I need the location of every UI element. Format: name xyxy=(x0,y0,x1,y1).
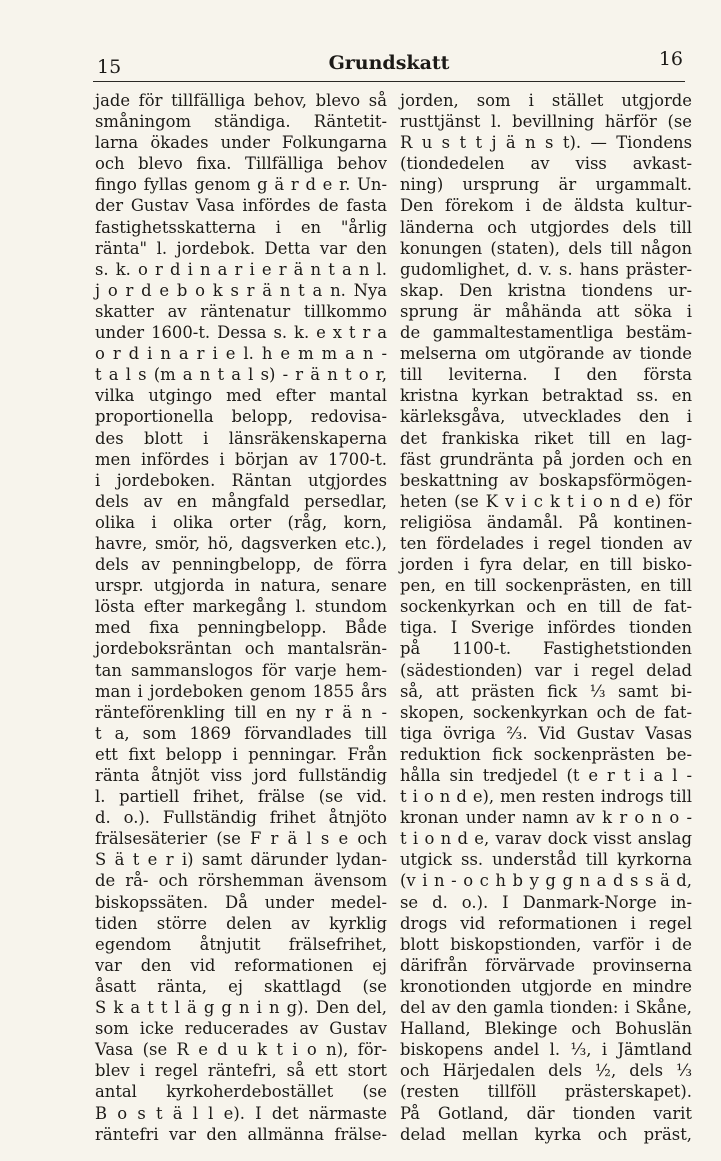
text-line: fäst grundränta på jorden och en xyxy=(400,449,692,469)
running-title: Grundskatt xyxy=(328,52,450,74)
text-line: pen, en till sockenprästen, en till xyxy=(400,576,692,596)
text-line: de rå- och rörshemman ävensom xyxy=(95,871,387,891)
text-line: d. o.). Fullständig frihet åtnjöto xyxy=(95,808,387,828)
text-line: på 1100-t. Fastighetstionden xyxy=(400,639,692,659)
text-line: kristna kyrkan betraktad ss. en xyxy=(400,386,692,406)
text-line: fastighetsskatterna i en "årlig xyxy=(95,217,387,237)
text-line: jordeboksräntan och mantalsrän- xyxy=(95,639,387,659)
text-line: skatter av räntenatur tillkommo xyxy=(95,301,387,321)
text-line: därifrån förvärvade provinserna xyxy=(400,955,692,975)
text-line: under 1600-t. Dessa s. k. e x t r a xyxy=(95,323,387,343)
text-line: t a l s (m a n t a l s) - r ä n t o r, xyxy=(95,365,387,385)
text-line: religiösa ändamål. På kontinen- xyxy=(400,512,692,532)
text-line: tiden större delen av kyrklig xyxy=(95,913,387,933)
text-line: S k a t t l ä g g n i n g). Den del, xyxy=(95,998,387,1018)
text-line: biskopssäten. Då under medel- xyxy=(95,892,387,912)
text-line: man i jordeboken genom 1855 års xyxy=(95,681,387,701)
text-line: dels av en mångfald persedlar, xyxy=(95,491,387,511)
text-line: Vasa (se R e d u k t i o n), för- xyxy=(95,1040,387,1060)
text-line: räntefri var den allmänna frälse- xyxy=(95,1124,387,1144)
text-line: jorden, som i stället utgjorde xyxy=(400,91,692,110)
text-line: proportionella belopp, redovisa- xyxy=(95,407,387,427)
text-line: hålla sin tredjedel (t e r t i a l - xyxy=(400,766,692,785)
text-line: skopen, sockenkyrkan och de fat- xyxy=(400,702,692,722)
text-line: antal kyrkoherdebostället (se xyxy=(95,1082,387,1102)
text-line: som icke reducerades av Gustav xyxy=(95,1019,387,1039)
text-line: dels av penningbelopp, de förra xyxy=(95,555,387,575)
text-line: ett fixt belopp i penningar. Från xyxy=(95,744,387,764)
text-line: men infördes i början av 1700-t. xyxy=(95,449,387,469)
text-line: kronan under namn av k r o n o - xyxy=(400,808,692,828)
text-line: ränta" l. jordebok. Detta var den xyxy=(95,238,387,258)
text-line: des blott i länsräkenskaperna xyxy=(95,428,387,448)
text-line: beskattning av boskapsförmögen- xyxy=(400,470,692,490)
running-header xyxy=(93,48,685,80)
text-line: var den vid reformationen ej xyxy=(95,955,387,975)
text-line: vilka utgingo med efter mantal xyxy=(95,386,387,406)
text-line: de gammaltestamentliga bestäm- xyxy=(400,323,692,343)
text-line: l. partiell frihet, frälse (se vid. xyxy=(95,787,387,807)
text-line: heten (se K v i c k t i o n d e) för xyxy=(400,491,692,511)
text-line: t a, som 1869 förvandlades till xyxy=(95,723,387,743)
text-line: Halland, Blekinge och Bohuslän xyxy=(400,1019,692,1039)
text-line: På Gotland, där tionden varit xyxy=(400,1103,692,1123)
text-line: tiga. I Sverige infördes tionden xyxy=(400,618,692,638)
text-line: Den förekom i de äldsta kultur- xyxy=(400,196,692,216)
header-rule xyxy=(93,81,685,82)
text-line: konungen (staten), dels till någon xyxy=(400,238,692,258)
text-line: del av den gamla tionden: i Skåne, xyxy=(400,998,692,1018)
text-line: ning) ursprung är urgammalt. xyxy=(400,175,692,195)
text-line: kärleksgåva, utvecklades den i xyxy=(400,407,692,427)
text-line: tan sammanslogos för varje hem- xyxy=(95,660,387,680)
text-line: egendom åtnjutit frälsefrihet, xyxy=(95,934,387,954)
text-line: skap. Den kristna tiondens ur- xyxy=(400,280,692,300)
text-line: drogs vid reformationen i regel xyxy=(400,913,692,933)
text-line: i jordeboken. Räntan utgjordes xyxy=(95,470,387,490)
text-line: frälsesäterier (se F r ä l s e och xyxy=(95,829,387,849)
text-line: utgick ss. underståd till kyrkorna xyxy=(400,850,692,870)
text-line: till leviterna. I den första xyxy=(400,365,692,385)
text-line: (tiondedelen av viss avkast- xyxy=(400,154,692,174)
text-line: t i o n d e, varav dock visst anslag xyxy=(400,829,692,849)
text-line: der Gustav Vasa infördes de fasta xyxy=(95,196,387,216)
text-line: S ä t e r i) samt därunder lydan- xyxy=(95,850,387,870)
text-line: (resten tillföll prästerskapet). xyxy=(400,1082,692,1102)
text-line: åsatt ränta, ej skattlagd (se xyxy=(95,976,387,996)
text-line: tiga övriga ⅔. Vid Gustav Vasas xyxy=(400,723,692,743)
page-number-right: 16 xyxy=(658,48,683,70)
text-line: med fixa penningbelopp. Både xyxy=(95,618,387,638)
text-line: jade för tillfälliga behov, blevo så xyxy=(95,91,387,110)
text-line: melserna om utgörande av tionde xyxy=(400,344,692,364)
text-line: ten fördelades i regel tionden av xyxy=(400,533,692,553)
page-number-left: 15 xyxy=(97,56,122,78)
text-line: länderna och utgjordes dels till xyxy=(400,217,692,237)
text-line: delad mellan kyrka och präst, xyxy=(400,1124,692,1144)
text-line: jorden i fyra delar, en till bisko- xyxy=(400,555,692,575)
text-line: småningom ständiga. Räntetit- xyxy=(95,112,387,132)
text-line: lösta efter markegång l. stundom xyxy=(95,597,387,617)
text-line: t i o n d e), men resten indrogs till xyxy=(400,787,692,807)
text-line: så, att prästen fick ⅓ samt bi- xyxy=(400,681,692,701)
text-line: rusttjänst l. bevillning härför (se xyxy=(400,112,692,132)
text-line: blev i regel räntefri, så ett stort xyxy=(95,1061,387,1081)
text-line: reduktion fick sockenprästen be- xyxy=(400,744,692,764)
text-line: kronotionden utgjorde en mindre xyxy=(400,976,692,996)
right-column xyxy=(400,90,692,1145)
text-line: B o s t ä l l e). I det närmaste xyxy=(95,1103,387,1123)
text-line: sprung är måhända att söka i xyxy=(400,301,692,321)
text-line: olika i olika orter (råg, korn, xyxy=(95,512,387,532)
text-line: ränta åtnjöt viss jord fullständig xyxy=(95,766,387,785)
text-line: gudomlighet, d. v. s. hans präster- xyxy=(400,259,692,279)
text-line: R u s t t j ä n s t). — Tiondens xyxy=(400,133,692,153)
text-line: och Härjedalen dels ½, dels ⅓ xyxy=(400,1061,692,1081)
text-line: ränteförenkling till en ny r ä n - xyxy=(95,702,387,722)
text-line: larna ökades under Folkungarna xyxy=(95,133,387,153)
text-line: sockenkyrkan och en till de fat- xyxy=(400,597,692,617)
text-line: det frankiska riket till en lag- xyxy=(400,428,692,448)
text-line: och blevo fixa. Tillfälliga behov xyxy=(95,154,387,174)
text-line: (v i n - o c h b y g g n a d s s ä d, xyxy=(400,871,692,891)
text-line: j o r d e b o k s r ä n t a n. Nya xyxy=(95,280,387,300)
text-line: fingo fyllas genom g ä r d e r. Un- xyxy=(95,175,387,195)
text-line: (sädestionden) var i regel delad xyxy=(400,660,692,680)
text-line: havre, smör, hö, dagsverken etc.), xyxy=(95,533,387,553)
text-line: o r d i n a r i e l. h e m m a n - xyxy=(95,344,387,364)
text-line: blott biskopstionden, varför i de xyxy=(400,934,692,954)
text-line: se d. o.). I Danmark-Norge in- xyxy=(400,892,692,912)
left-column xyxy=(95,90,387,1145)
text-line: urspr. utgjorda in natura, senare xyxy=(95,576,387,596)
text-line: s. k. o r d i n a r i e r ä n t a n l. xyxy=(95,259,387,279)
text-line: biskopens andel l. ⅓, i Jämtland xyxy=(400,1040,692,1060)
